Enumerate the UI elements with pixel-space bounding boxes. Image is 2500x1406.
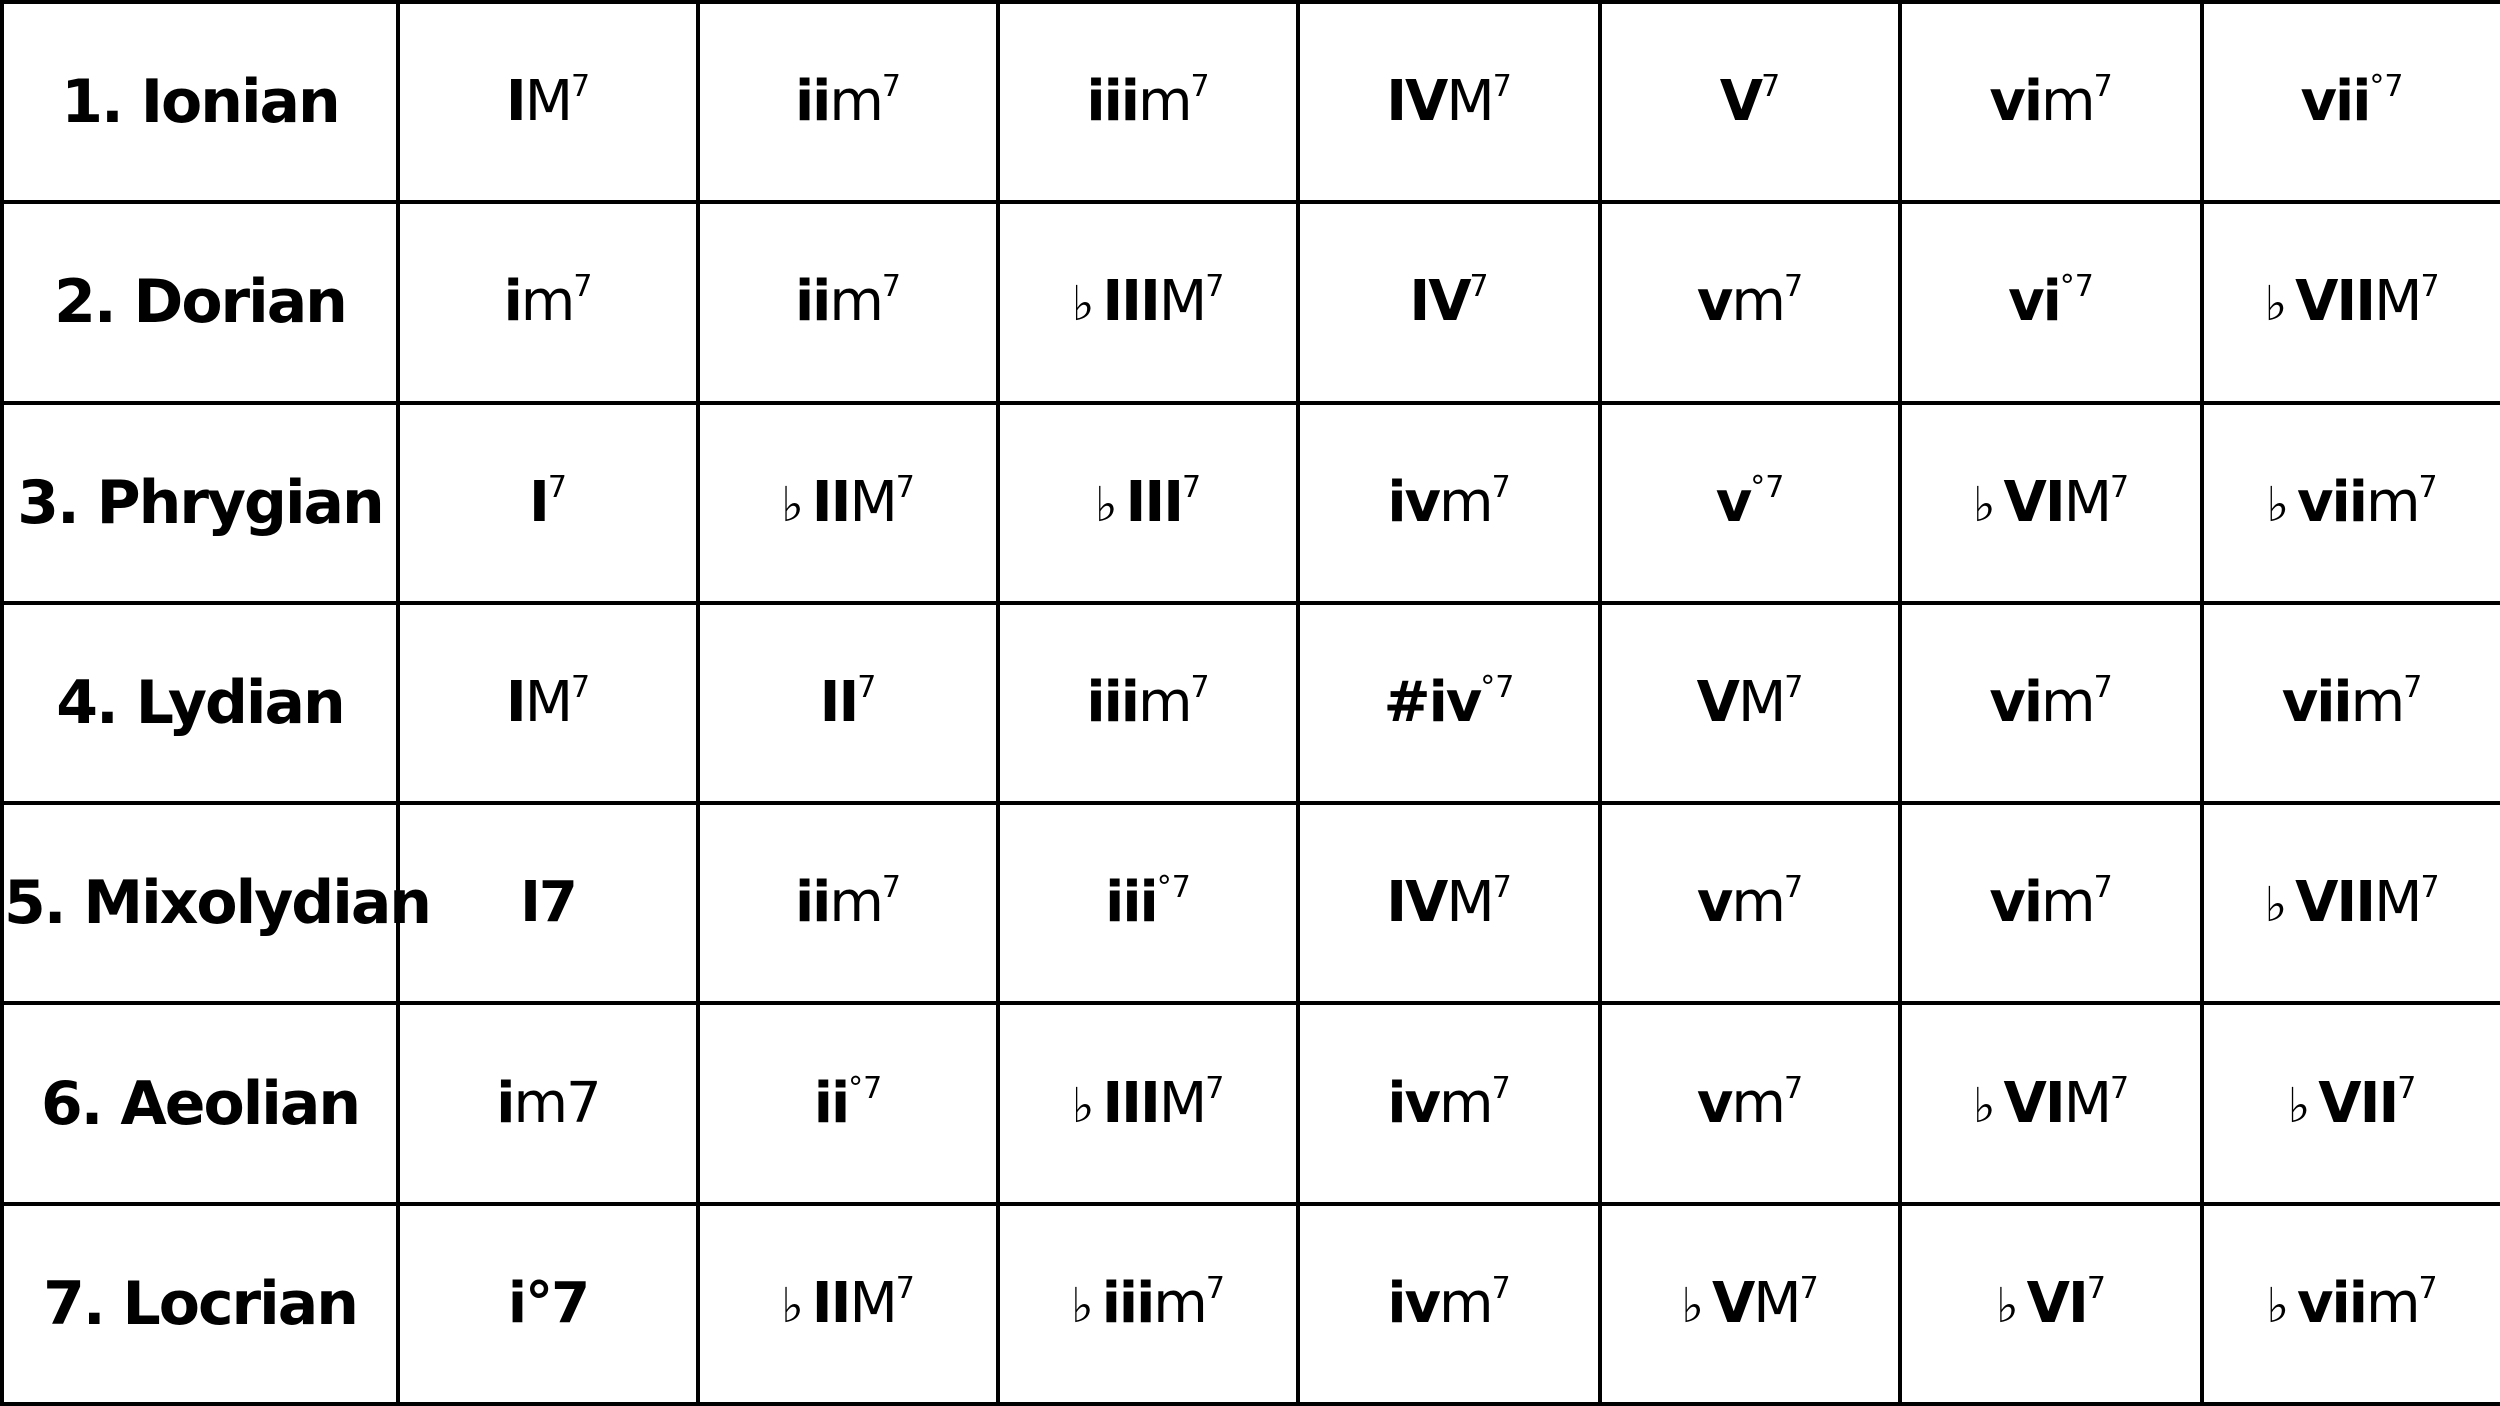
table-body [2,2,2500,1404]
chord-quality: M [849,1270,896,1336]
chord-cell [1298,603,1600,803]
chord-numeral: II [811,1270,850,1336]
chord-cell [998,2,1298,202]
chord-numeral: IV [1386,870,1447,936]
chord-cell [1900,803,2202,1003]
flat-sign: ♭ [1094,476,1116,533]
chord-quality: M [1446,69,1493,135]
mode-name-cell: 2. Dorian [2,202,398,402]
chord-numeral: VI [2003,469,2064,535]
chord-numeral: vii [2297,469,2366,535]
chord-numeral: III [1125,469,1183,535]
chord-numeral: iii [1101,1270,1154,1336]
chord-quality: M [2063,469,2111,535]
flat-sign: ♭ [1996,1277,2017,1334]
chord-cell [1600,803,1900,1003]
chord-numeral: v [1696,870,1732,936]
chord-superscript: 7 [895,1270,915,1306]
chord-cell [2202,202,2500,402]
chord-superscript: 7 [1469,269,1489,305]
flat-sign: ♭ [781,476,802,533]
chord-superscript: 7 [1491,1070,1511,1106]
flat-sign: ♭ [1972,1077,1994,1134]
chord-superscript: 7 [2420,269,2440,305]
chord-cell [1900,202,2202,402]
chord-superscript: 7 [1205,269,1225,305]
chord-quality: m [2365,469,2419,535]
chord-cell [1600,1003,1900,1203]
chord-superscript: 7 [1205,1070,1225,1106]
chord-superscript: 7 [2093,669,2113,705]
chord-superscript: °7 [848,1070,883,1106]
chord-superscript: 7 [547,469,567,505]
chord-numeral: i [503,269,521,335]
chord-numeral: I [529,469,548,535]
chord-quality: m [2041,870,2094,936]
chord-cell [398,803,698,1003]
chord-superscript: 7 [2110,1070,2130,1106]
chord-numeral: VI [2003,1070,2064,1136]
chord-cell [2202,1204,2500,1404]
chord-superscript: 7 [2418,1270,2438,1306]
chord-cell [398,403,698,603]
chord-numeral: V [1719,69,1762,135]
chord-numeral: vi [1989,69,2042,135]
chord-superscript: °7 [1750,469,1785,505]
chord-numeral: ii [794,269,830,335]
chord-quality: m [2041,669,2094,735]
chord-quality: m [1439,1070,1492,1136]
chord-numeral: III [1102,269,1159,335]
chord-numeral: vi [2008,269,2060,335]
flat-sign: ♭ [781,1277,802,1334]
chord-cell [698,2,998,202]
chord-cell [1900,403,2202,603]
chord-quality: m [1137,69,1191,135]
flat-sign: ♭ [1972,476,1994,533]
chord-superscript: 7 [1190,669,1210,705]
chord-numeral: VI [2026,1270,2087,1336]
mode-name-cell: 3. Phrygian [2,403,398,603]
chord-numeral: III [1102,1070,1159,1136]
chord-numeral: v [1696,1070,1732,1136]
flat-sign: ♭ [2266,476,2288,533]
chord-superscript: 7 [2403,669,2423,705]
flat-sign: ♭ [2264,276,2286,333]
chord-cell [1298,202,1600,402]
chord-superscript: 7 [2418,469,2438,505]
chord-quality: M [1753,1270,1800,1336]
chord-cell [1298,2,1600,202]
chord-cell [2202,603,2500,803]
chord-superscript: 7 [1491,1270,1511,1306]
chord-numeral: iv [1387,1070,1440,1136]
chord-cell [398,2,698,202]
chord-quality: M [2374,870,2421,936]
chord-cell [1298,803,1600,1003]
chord-superscript: 7 [571,69,591,105]
chord-cell [398,202,698,402]
chord-numeral: v [1696,269,1732,335]
chord-superscript: 7 [1783,1070,1804,1106]
chord-cell [998,803,1298,1003]
chord-quality: m7 [513,1070,600,1136]
table-row [2,803,2500,1003]
chord-cell [998,1003,1298,1203]
chord-quality: m [829,69,882,135]
chord-quality: m [520,269,574,335]
table-row [2,2,2500,202]
chord-superscript: 7 [2086,1270,2106,1306]
chord-numeral: ii [813,1070,849,1136]
chord-superscript: 7 [2093,69,2113,105]
chord-quality: m [1153,1270,1206,1336]
flat-sign: ♭ [1071,1077,1093,1134]
chord-superscript: 7 [571,669,591,705]
chord-superscript: 7 [1492,870,1512,906]
chord-numeral: V [1696,669,1738,735]
chord-quality: M [1158,1070,1206,1136]
chord-quality: M [849,469,896,535]
chord-quality: m [1731,870,1784,936]
chord-superscript: °7 [2369,69,2404,105]
chord-cell [1600,403,1900,603]
chord-superscript: 7 [2110,469,2130,505]
chord-superscript: 7 [895,469,915,505]
mode-name-cell: 6. Aeolian [2,1003,398,1203]
chord-cell [2202,403,2500,603]
mode-name-cell: 4. Lydian [2,603,398,803]
chord-superscript: °7 [1156,870,1191,906]
table-row [2,603,2500,803]
chord-cell [998,202,1298,402]
table-row [2,403,2500,603]
chord-superscript: 7 [1190,69,1210,105]
chord-cell [698,603,998,803]
chord-numeral: iii [1105,870,1157,936]
chord-cell [2202,1003,2500,1203]
chord-numeral: vi [1989,669,2042,735]
chord-numeral: vii [2297,1270,2366,1336]
chord-numeral: IV [1409,269,1470,335]
chord-cell [1900,1204,2202,1404]
chord-quality: m [829,870,882,936]
mode-name-cell: 7. Locrian [2,1204,398,1404]
chord-superscript: °7 [1480,669,1515,705]
flat-sign: ♭ [1071,276,1093,333]
chord-cell [698,803,998,1003]
chord-superscript: 7 [1491,469,1511,505]
chord-numeral: II [811,469,850,535]
mode-name-cell: 1. Ionian [2,2,398,202]
chord-quality: M [1158,269,1206,335]
chord-numeral: I7 [520,870,576,936]
chord-numeral: II [819,669,858,735]
chord-numeral: iii [1086,69,1138,135]
chord-numeral: VII [2295,269,2375,335]
chord-quality: M [1446,870,1493,936]
chord-numeral: v [1715,469,1751,535]
chord-cell [2202,803,2500,1003]
chord-cell [1600,202,1900,402]
chord-quality: m [2365,1270,2419,1336]
chord-cell [1900,2,2202,202]
chord-superscript: 7 [1205,1270,1225,1306]
chord-numeral: i°7 [507,1270,589,1336]
table-row [2,1003,2500,1203]
chord-cell [398,603,698,803]
chord-superscript: 7 [1784,669,1804,705]
chord-cell [1298,403,1600,603]
chord-numeral: iv [1387,1270,1440,1336]
flat-sign: ♭ [2264,877,2286,934]
chord-numeral: V [1711,1270,1754,1336]
chord-cell [1900,603,2202,803]
chord-superscript: 7 [881,870,902,906]
chord-quality: m [1439,469,1492,535]
chord-numeral: IV [1386,69,1447,135]
chord-cell [1600,1204,1900,1404]
chord-superscript: 7 [2093,870,2113,906]
table-row [2,1204,2500,1404]
chord-cell [998,1204,1298,1404]
chord-superscript: 7 [2397,1070,2417,1106]
chord-superscript: 7 [1783,870,1804,906]
chord-cell [1600,2,1900,202]
chord-numeral: #iv [1383,669,1481,735]
chord-numeral: vi [1989,870,2042,936]
chord-numeral: vii [2300,69,2370,135]
flat-sign: ♭ [1071,1277,1092,1334]
chord-cell [398,1204,698,1404]
chord-quality: m [1731,269,1784,335]
chord-cell [1298,1204,1600,1404]
chord-numeral: iii [1086,669,1138,735]
chord-quality: m [2350,669,2404,735]
flat-sign: ♭ [1681,1277,1702,1334]
chord-cell [698,1003,998,1203]
chord-quality: m [829,269,882,335]
chord-numeral: I [505,669,525,735]
chord-superscript: °7 [2059,269,2094,305]
chord-quality: m [1731,1070,1784,1136]
chord-cell [2202,2,2500,202]
chord-cell [1600,603,1900,803]
chord-quality: M [524,69,572,135]
chord-numeral: ii [794,69,830,135]
chord-cell [998,403,1298,603]
chord-quality: M [2063,1070,2111,1136]
chord-quality: m [1439,1270,1492,1336]
flat-sign: ♭ [2287,1077,2309,1134]
chord-cell [698,1204,998,1404]
mode-name-cell: 5. Mixolydian [2,803,398,1003]
flat-sign: ♭ [2266,1277,2288,1334]
chord-quality: M [1737,669,1785,735]
chord-superscript: 7 [573,269,593,305]
chord-cell [1900,1003,2202,1203]
chord-numeral: I [505,69,525,135]
chord-numeral: ii [794,870,830,936]
table-row [2,202,2500,402]
chord-numeral: i [496,1070,514,1136]
chord-cell [1298,1003,1600,1203]
chord-quality: M [524,669,572,735]
chord-superscript: 7 [1761,69,1781,105]
chord-numeral: VII [2318,1070,2398,1136]
chord-cell [698,403,998,603]
chord-superscript: 7 [857,669,877,705]
chord-quality: m [1137,669,1191,735]
chord-cell [698,202,998,402]
chord-superscript: 7 [1799,1270,1819,1306]
chord-cell [398,1003,698,1203]
chord-superscript: 7 [1182,469,1202,505]
chord-superscript: 7 [1492,69,1512,105]
chord-quality: m [2041,69,2094,135]
chord-numeral: iv [1387,469,1440,535]
chord-superscript: 7 [1783,269,1804,305]
chord-cell [998,603,1298,803]
chord-numeral: vii [2281,669,2351,735]
chord-numeral: VII [2295,870,2375,936]
chord-superscript: 7 [2420,870,2440,906]
chord-superscript: 7 [881,69,902,105]
chord-superscript: 7 [881,269,902,305]
chord-quality: M [2374,269,2421,335]
